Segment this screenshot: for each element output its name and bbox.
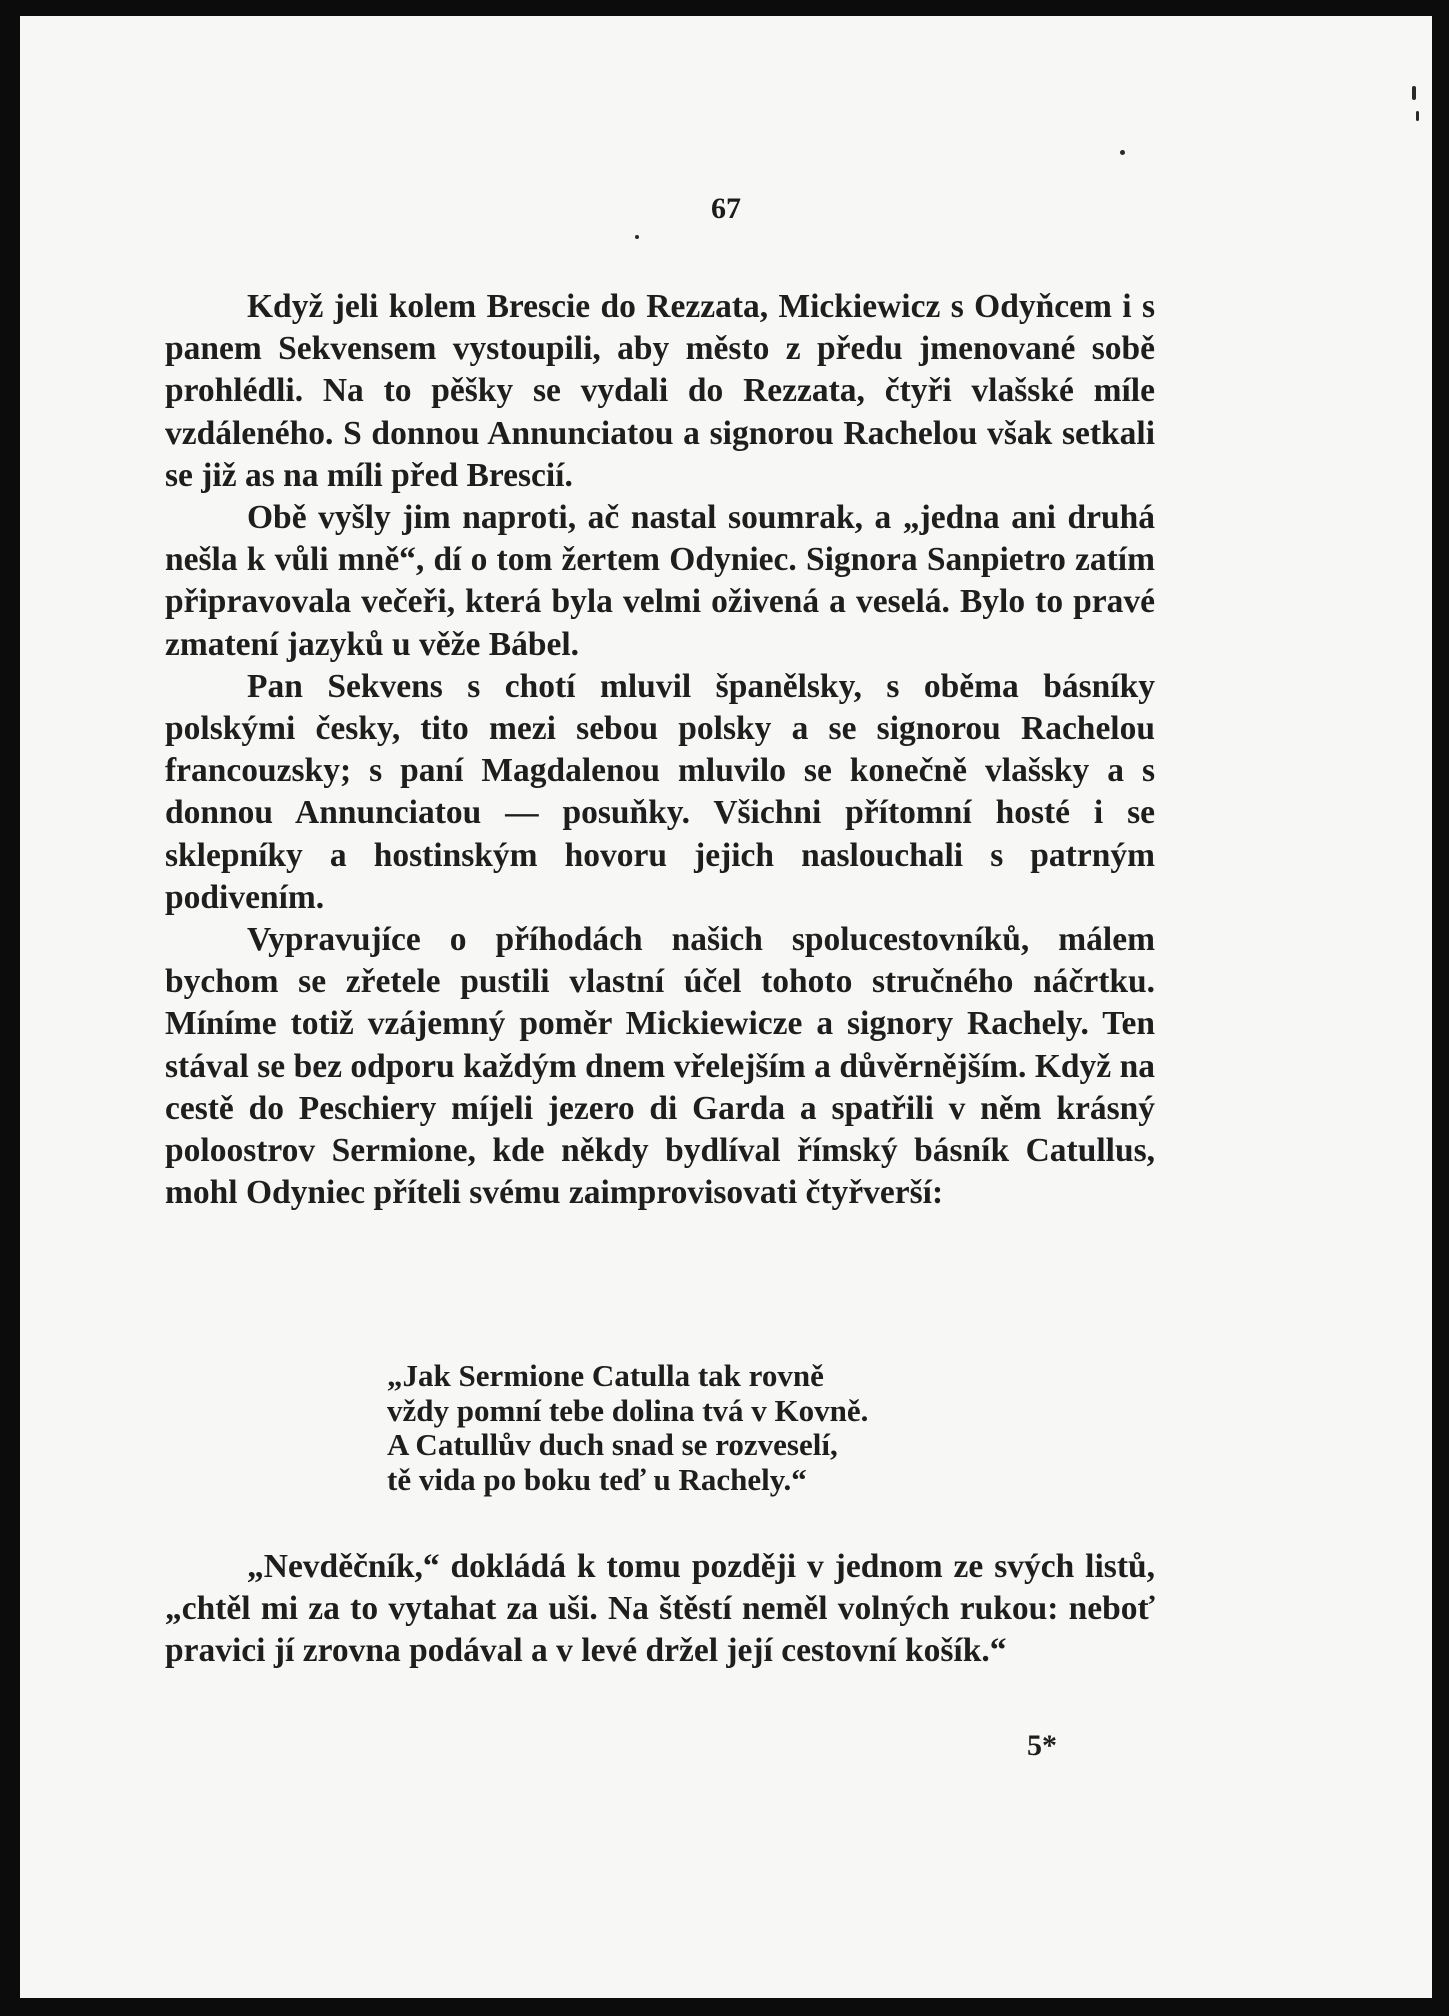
quatrain [387,1359,868,1497]
page-number: 67 [711,192,741,225]
paragraph-3: Pan Sekvens s chotí mluvil španělsky, s oběma básníky polskými česky, tito mezi sebou polsky a se signorou Rachelou francouzsky; s paní Magdalenou mluvilo se konečně vlašsky a s donnou Annunciatou — posuňky. Všichni přítomní hosté i se sklepníky a hostinským hovoru jejich naslouchali s patrným podivením. [165,667,1155,916]
poem-line-4: tě vida po boku teď u Rachely.“ [387,1461,807,1497]
poem-line-2: vždy pomní tebe dolina tvá v Kovně. [387,1392,869,1428]
paragraph-2: Obě vyšly jim naproti, ač nastal soumrak, a „jedna ani druhá nešla k vůli mně“, dí o tom žertem Odyniec. Signora Sanpietro zatím připravovala večeři, která byla velmi oživená a veselá. Bylo to pravé zmatení jazyků u věže Bábel. [165,499,1155,663]
dust-speck [1416,111,1419,121]
paragraph-5: „Nevděčník,“ dokládá k tomu později v jednom ze svých listů, „chtěl mi za to vytahat za uši. Na štěstí neměl volných rukou: neboť pravici jí zrovna podával a v levé držel její cestovní košík.“ [165,1548,1155,1670]
closing-text [165,1546,1155,1673]
paragraph-1: Když jeli kolem Brescie do Rezzata, Mickiewicz s Odyňcem i s panem Sekvensem vystoupili, aby město z předu jmenované sobě prohlédli. Na to pěšky se vydali do Rezzata, čtyři vlašské míle vzdáleného. S donnou Annunciatou a signorou Rachelou však setkali se již as na míli před Brescií. [165,288,1155,494]
paragraph-4: Vypravujíce o příhodách našich spolucestovníků, málem bychom se zřetele pustili vlastní účel tohoto stručného náčrtku. Míníme totiž vzájemný poměr Mickiewicze a signory Rachely. Ten stával se bez odporu každým dnem vřelejším a důvěrnějším. Když na cestě do Peschiery míjeli jezero di Garda a spatřili v něm krásný poloostrov Sermione, kde někdy bydlíval římský básník Catullus, mohl Odyniec příteli svému zaimprovisovati čtyřverší: [165,921,1155,1212]
poem-line-1: „Jak Sermione Catulla tak rovně [387,1358,824,1393]
dust-speck [1120,150,1125,155]
printer-signature-mark: 5* [1027,1729,1057,1762]
dust-speck [635,235,639,239]
dust-speck [1412,86,1416,100]
main-text [165,286,1155,1214]
poem-line-3: A Catullův duch snad se rozveselí, [387,1427,838,1462]
scanned-page [20,16,1432,1998]
